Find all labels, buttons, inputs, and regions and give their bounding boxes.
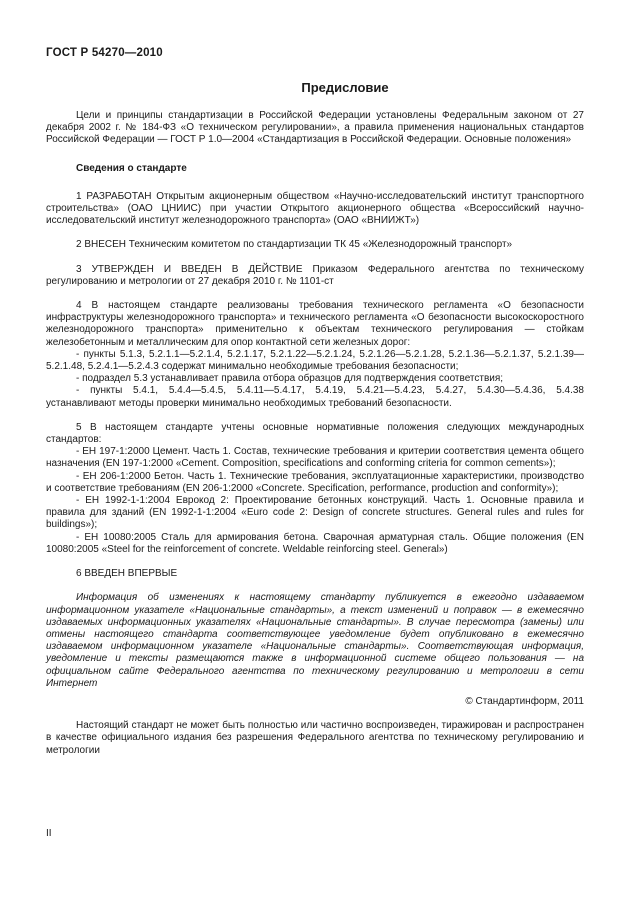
info-heading: Сведения о стандарте (76, 162, 187, 174)
page-title: Предисловие (301, 80, 389, 95)
item-5-bullet-1: - ЕН 197-1:2000 Цемент. Часть 1. Состав, технические требования и критерии соответствия цемента общего назначения (EN 197-1:2000 «Cement. Composition, specifications and conforming criteria for common cements»); (46, 446, 584, 470)
item-5-bullet-2: - ЕН 206-1:2000 Бетон. Часть 1. Технические требования, эксплуатационные характеристики, производство и соответствие требованиям (EN 206-1:2000 «Concrete. Specification, performance, production and conformity»); (46, 470, 584, 494)
standard-code: ГОСТ Р 54270—2010 (46, 47, 163, 59)
item-4-bullet-2: - подраздел 5.3 устанавливает правила отбора образцов для подтверждения соответствия; (76, 373, 504, 385)
change-notice: Информация об изменениях к настоящему стандарту публикуется в ежегодно издаваемом информационном указателе «Национальные стандарты», а текст изменений и поправок — в ежемесячно издаваемых информационных указателях «Национальные стандарты». В случае пересмотра (замены) или отмены настоящего стандарта соответствующее уведомление будет опубликовано в ежемесячно издаваемом информационном указателе «Национальные стандарты». Соответствующая информация, уведомление и тексты размещаются также в информационной системе общего пользования — на официальном сайте Федерального агентства по техническому регулированию и метрологии в сети Интернет (46, 592, 584, 689)
item-5-bullet-3: - ЕН 1992-1-1:2004 Еврокод 2: Проектирование бетонных конструкций. Часть 1. Основные правила и правила для зданий (EN 1992-1-1:2004 «Euro code 2: Design of concrete structures. General rules and rules for buildings»); (46, 495, 584, 531)
item-3: 3 УТВЕРЖДЕН И ВВЕДЕН В ДЕЙСТВИЕ Приказом Федерального агентства по техническому регулированию и метрологии от 27 декабря 2010 г. № 1101-ст (46, 263, 584, 287)
copyright: © Стандартинформ, 2011 (465, 695, 584, 707)
rights-notice: Настоящий стандарт не может быть полностью или частично воспроизведен, тиражирован и распространен в качестве официального издания без разрешения Федерального агентства по техническому регулированию и метрологии (46, 720, 584, 756)
item-4-bullet-3: - пункты 5.4.1, 5.4.4—5.4.5, 5.4.11—5.4.17, 5.4.19, 5.4.21—5.4.23, 5.4.27, 5.4.30—5.4.36, 5.4.38 устанавливают методы проверки минимально необходимых требований безопасности. (46, 385, 584, 409)
intro-paragraph: Цели и принципы стандартизации в Российской Федерации установлены Федеральным законом от 27 декабря 2002 г. № 184-ФЗ «О техническом регулировании», а правила применения национальных стандартов Российской Федерации — ГОСТ Р 1.0—2004 «Стандартизация в Российской Федерации. Основные положения» (46, 110, 584, 146)
item-4: 4 В настоящем стандарте реализованы требования технического регламента «О безопасности инфраструктуры железнодорожного транспорта» и технического регламента «О безопасности высокоскоростного железнодорожного транспорта» применительно к объектам технического регулирования — стойкам железобетонным и металлическим для опор контактной сети железных дорог: (46, 300, 584, 348)
item-6: 6 ВВЕДЕН ВПЕРВЫЕ (76, 568, 178, 580)
item-1: 1 РАЗРАБОТАН Открытым акционерным обществом «Научно-исследовательский институт транспортного строительства» (ОАО ЦНИИС) при участии Открытого акционерного общества «Всероссийский научно-исследовательский институт железнодорожного транспорта» (ОАО «ВНИИЖТ») (46, 190, 584, 227)
page-number: II (46, 828, 52, 839)
item-5-bullet-4: - ЕН 10080:2005 Сталь для армирования бетона. Сварочная арматурная сталь. Общие положения (EN 10080:2005 «Steel for the reinforcement of concrete. Weldable reinforcing steel. General») (46, 531, 584, 555)
item-2: 2 ВНЕСЕН Техническим комитетом по стандартизации ТК 45 «Железнодорожный транспорт» (76, 239, 513, 251)
item-5: 5 В настоящем стандарте учтены основные нормативные положения следующих международных стандартов: (46, 421, 584, 446)
item-4-bullet-1: - пункты 5.1.3, 5.2.1.1—5.2.1.4, 5.2.1.17, 5.2.1.22—5.2.1.24, 5.2.1.26—5.2.1.28, 5.2.1.36—5.2.1.37, 5.2.1.39—5.2.1.48, 5.2.4.1—5.2.4.3 содержат минимально необходимые требования безопасности; (46, 348, 584, 373)
document-body (46, 110, 584, 757)
